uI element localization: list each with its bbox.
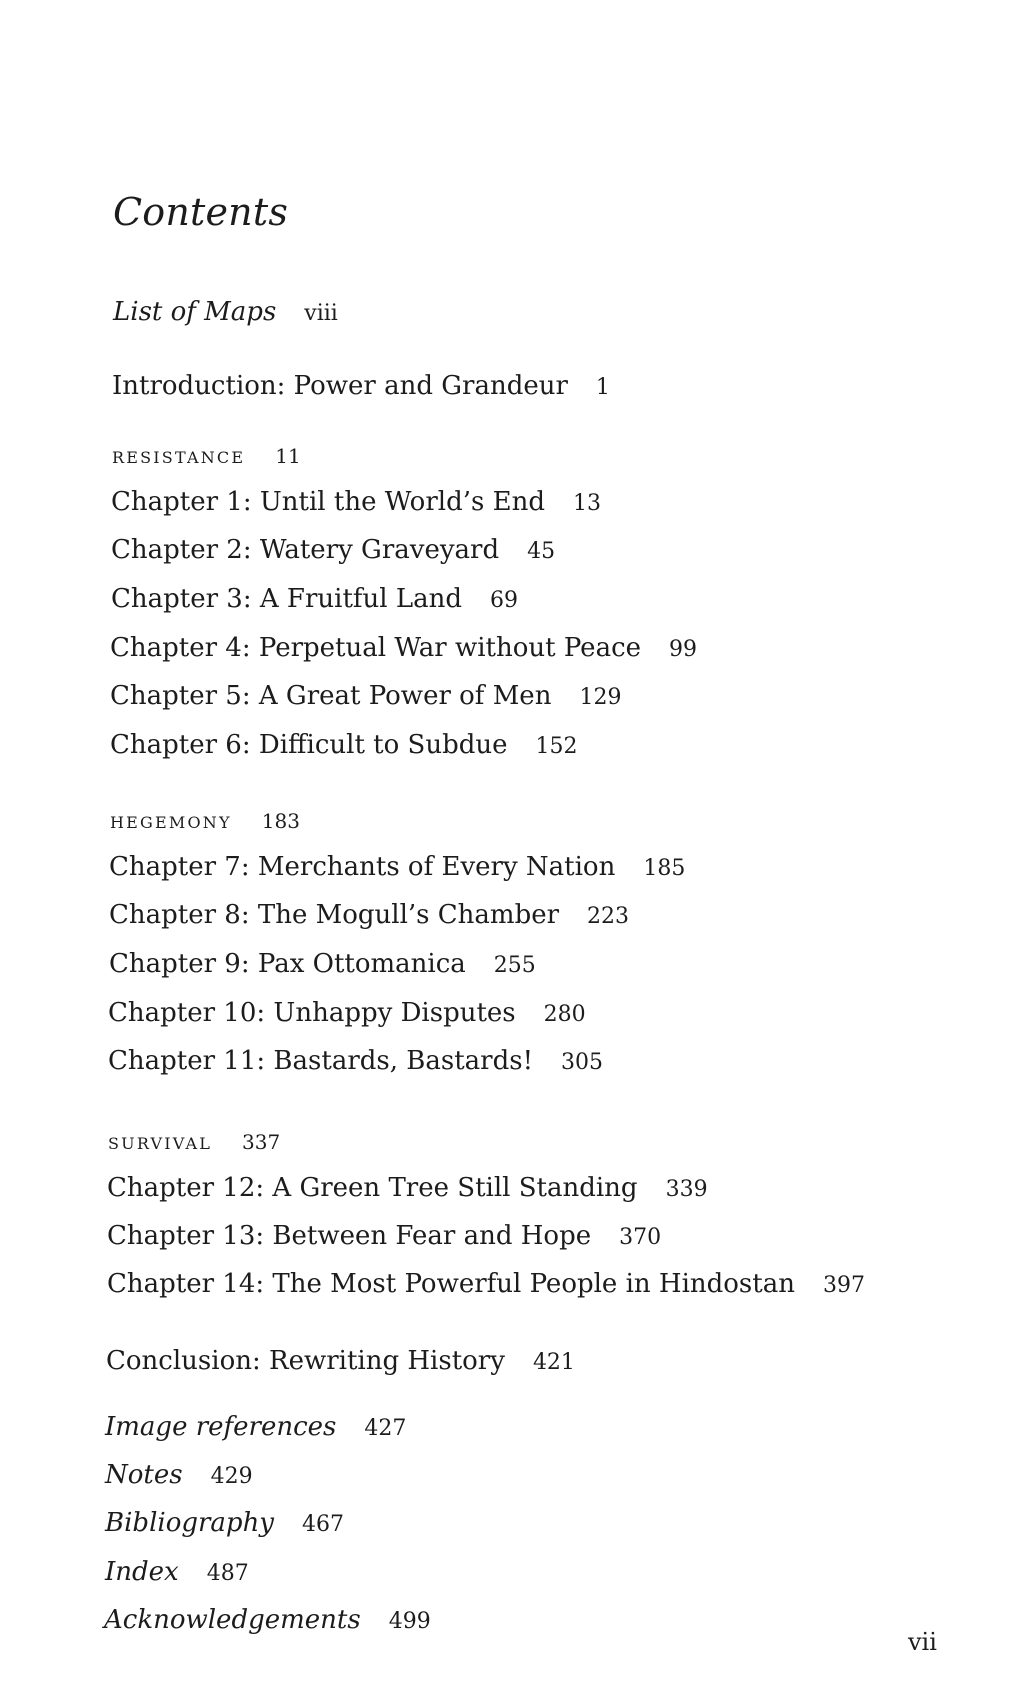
toc-page-number: 339 [665,1177,708,1202]
toc-entry-title: Chapter 9: Pax Ottomanica [109,949,466,979]
toc-page-number: 129 [579,685,622,710]
toc-page-number: 1 [595,375,610,400]
toc-part-heading [112,444,301,470]
toc-page-number: 429 [210,1464,253,1489]
toc-page-number: 337 [242,1130,281,1154]
part-title: HEGEMONY [110,813,232,832]
toc-page-number: 427 [364,1416,407,1441]
toc-page-number: 152 [535,734,578,759]
toc-page-number: 45 [527,539,556,564]
page-title: Contents [113,190,289,234]
part-title: SURVIVAL [108,1134,213,1153]
toc-entry-chapter [111,534,555,568]
toc-page-number: 99 [669,637,698,662]
toc-entry-title: Bibliography [105,1508,274,1538]
toc-page-number: 183 [261,809,300,833]
toc-entry-title: Chapter 7: Merchants of Every Nation [109,852,616,882]
toc-page-number: 223 [587,904,630,929]
toc-entry-title: Chapter 13: Between Fear and Hope [107,1221,592,1251]
toc-entry-title: Conclusion: Rewriting History [106,1346,505,1376]
toc-entry-chapter [110,632,697,666]
toc-entry-title: Chapter 12: A Green Tree Still Standing [107,1173,638,1203]
toc-page-number: 467 [302,1512,344,1537]
toc-entry-chapter [111,583,518,617]
toc-entry-title: Chapter 14: The Most Powerful People in Hindostan [107,1269,795,1299]
toc-page-number: 370 [619,1225,662,1250]
toc-entry-title: Chapter 5: A Great Power of Men [110,681,552,711]
toc-entry-title: Chapter 3: A Fruitful Land [111,584,462,614]
toc-entry-title: Chapter 10: Unhappy Disputes [108,998,516,1028]
toc-entry-chapter [109,899,629,933]
toc-page-number: 305 [561,1050,604,1075]
toc-entry-title: Chapter 1: Until the World’s End [111,487,545,517]
toc-page-number: 280 [543,1002,586,1027]
toc-entry-chapter [108,997,586,1031]
toc-entry-conclusion [106,1345,575,1379]
toc-page-number: 421 [532,1350,575,1375]
toc-page-number: 185 [643,856,686,881]
toc-entry-title: Acknowledgements [104,1605,361,1635]
toc-entry-back-matter [104,1604,431,1638]
toc-entry-title: Chapter 2: Watery Graveyard [111,535,500,565]
toc-entry-title: Chapter 6: Difficult to Subdue [110,730,508,760]
toc-entry-back-matter [105,1411,406,1445]
toc-part-heading [108,1130,280,1156]
toc-page-number: 487 [206,1561,249,1586]
toc-entry-title: List of Maps [113,297,277,327]
toc-entry-introduction [112,370,610,404]
toc-page-number: 11 [275,444,301,468]
toc-entry-title: Chapter 4: Perpetual War without Peace [110,633,642,663]
toc-page-number: 397 [822,1273,865,1298]
toc-entry-chapter [109,851,685,885]
toc-entry-title: Chapter 8: The Mogull’s Chamber [109,900,560,930]
toc-entry-chapter [109,948,536,982]
toc-entry-chapter [107,1268,865,1302]
toc-entry-back-matter [105,1556,249,1590]
toc-entry-chapter [108,1045,603,1079]
toc-entry-chapter [111,486,601,520]
toc-page-number: 13 [572,491,601,516]
toc-page-number: 69 [490,588,518,613]
toc-entry-list-of-maps [113,296,338,330]
part-title: RESISTANCE [112,448,246,467]
toc-entry-title: Notes [105,1460,183,1490]
toc-entry-chapter [107,1172,708,1206]
toc-page-number: 255 [493,953,536,978]
toc-part-heading [110,809,300,835]
toc-entry-chapter [107,1220,661,1254]
toc-entry-title: Image references [105,1412,337,1442]
toc-entry-chapter [110,729,578,763]
toc-entry-chapter [110,680,621,714]
toc-page-number: 499 [388,1609,431,1634]
page-folio: vii [908,1628,937,1656]
toc-page-number: viii [304,301,338,326]
toc-entry-back-matter [105,1507,344,1541]
toc-entry-back-matter [105,1459,253,1493]
toc-entry-title: Index [105,1557,179,1587]
toc-entry-title: Chapter 11: Bastards, Bastards! [108,1046,534,1076]
toc-entry-title: Introduction: Power and Grandeur [112,371,568,401]
